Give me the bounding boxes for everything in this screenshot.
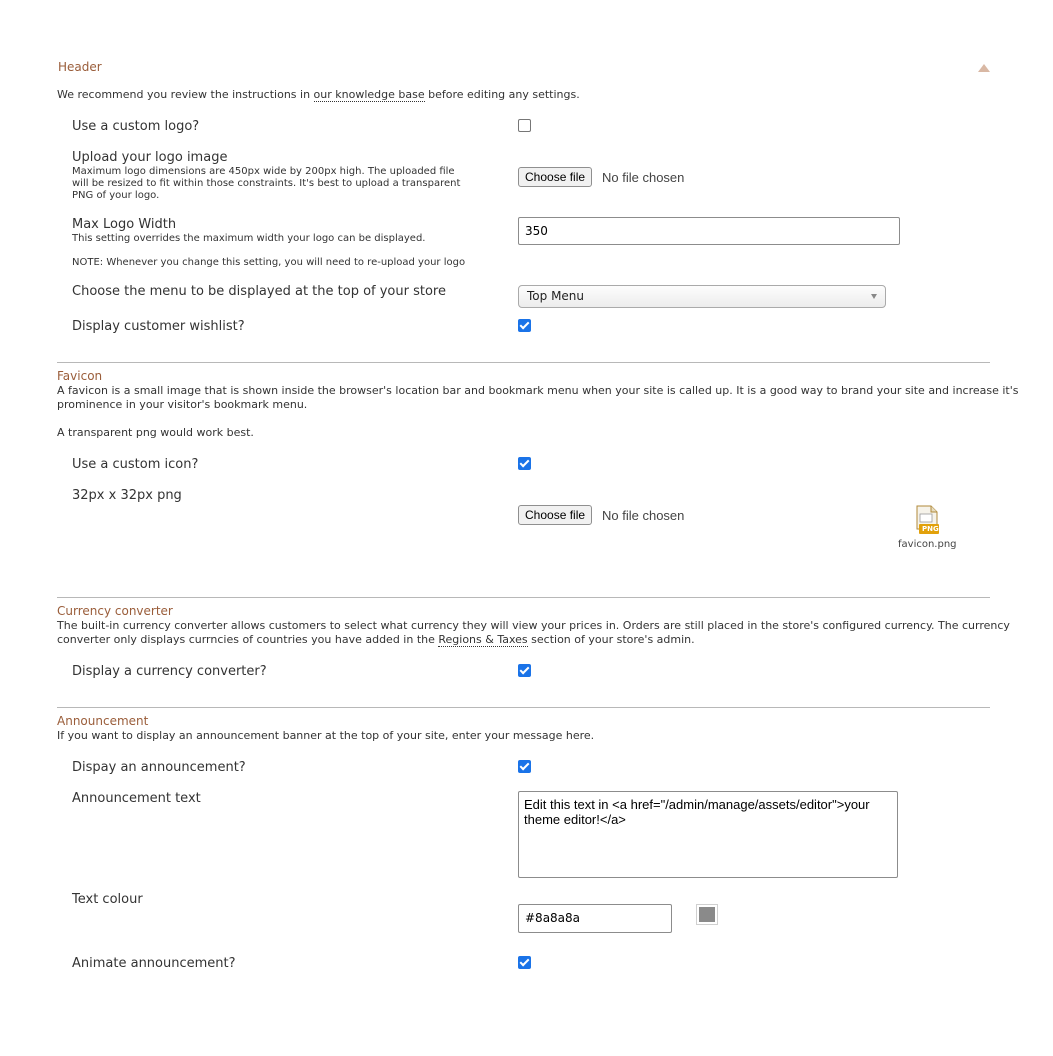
upload-logo-desc-2: will be resized to fit within those constraints. It's best to upload a transparent [72,178,461,189]
collapse-arrow-icon[interactable] [978,64,990,72]
chevron-down-icon [871,294,877,299]
upload-logo-label: Upload your logo image [72,150,228,165]
section-divider [57,707,990,708]
animate-announcement-checkbox[interactable] [518,956,531,969]
favicon-desc-3: A transparent png would work best. [57,426,254,439]
custom-icon-checkbox[interactable] [518,457,531,470]
currency-desc-2: converter only displays currncies of countries you have added in the Regions & Taxes section of your store's admin. [57,633,695,646]
custom-icon-label: Use a custom icon? [72,457,199,472]
max-logo-width-desc: This setting overrides the maximum width your logo can be displayed. [72,233,426,244]
logo-file-status: No file chosen [602,170,685,185]
favicon-size-label: 32px x 32px png [72,488,182,503]
top-menu-selected-value: Top Menu [527,289,585,303]
currency-display-label: Display a currency converter? [72,664,267,679]
animate-announcement-label: Animate announcement? [72,956,236,971]
header-section-title: Header [58,60,102,74]
colour-swatch[interactable] [696,904,718,925]
announcement-text-label: Announcement text [72,791,201,806]
section-divider [57,597,990,598]
favicon-section-title: Favicon [57,369,103,383]
header-intro: We recommend you review the instructions in our knowledge base before editing any settings. [57,88,580,101]
logo-choose-file-button[interactable]: Choose file [518,167,592,187]
text-colour-label: Text colour [72,892,143,907]
currency-section-title: Currency converter [57,604,173,618]
colour-swatch-fill [699,907,715,922]
regions-taxes-link[interactable]: Regions & Taxes [438,633,528,646]
top-menu-select[interactable] [518,285,886,308]
announcement-display-label: Dispay an announcement? [72,760,246,775]
custom-logo-label: Use a custom logo? [72,119,200,134]
favicon-file-name: favicon.png [898,539,957,550]
currency-desc-1: The built-in currency converter allows customers to select what currency they will view your prices in. Orders are still placed in the store's configured currency. The currency [57,619,1010,632]
favicon-choose-file-button[interactable]: Choose file [518,505,592,525]
png-badge: PNG [922,525,939,533]
favicon-file-status: No file chosen [602,508,685,523]
text-colour-input[interactable]: #8a8a8a [518,904,672,933]
favicon-desc-1: A favicon is a small image that is shown inside the browser's location bar and bookmark menu when your site is called up. It is a good way to brand your site and increase it's [57,384,1019,397]
knowledge-base-link[interactable]: our knowledge base [313,88,425,101]
favicon-desc-2: prominence in your visitor's bookmark menu. [57,398,308,411]
upload-logo-desc-1: Maximum logo dimensions are 450px wide by 200px high. The uploaded file [72,166,455,177]
announcement-section-title: Announcement [57,714,149,728]
wishlist-label: Display customer wishlist? [72,319,245,334]
announcement-display-checkbox[interactable] [518,760,531,773]
max-logo-width-note: NOTE: Whenever you change this setting, you will need to re-upload your logo [72,257,466,268]
max-logo-width-label: Max Logo Width [72,217,177,232]
png-file-icon [914,505,940,535]
section-divider [57,362,990,363]
announcement-desc: If you want to display an announcement banner at the top of your site, enter your message here. [57,729,595,742]
upload-logo-desc-3: PNG of your logo. [72,190,160,201]
top-menu-label: Choose the menu to be displayed at the top of your store [72,284,446,299]
custom-logo-checkbox[interactable] [518,119,531,132]
wishlist-checkbox[interactable] [518,319,531,332]
announcement-text-area[interactable]: Edit this text in <a href="/admin/manage/assets/editor">your theme editor!</a> [518,791,898,878]
currency-display-checkbox[interactable] [518,664,531,677]
max-logo-width-input[interactable]: 350 [518,217,900,245]
